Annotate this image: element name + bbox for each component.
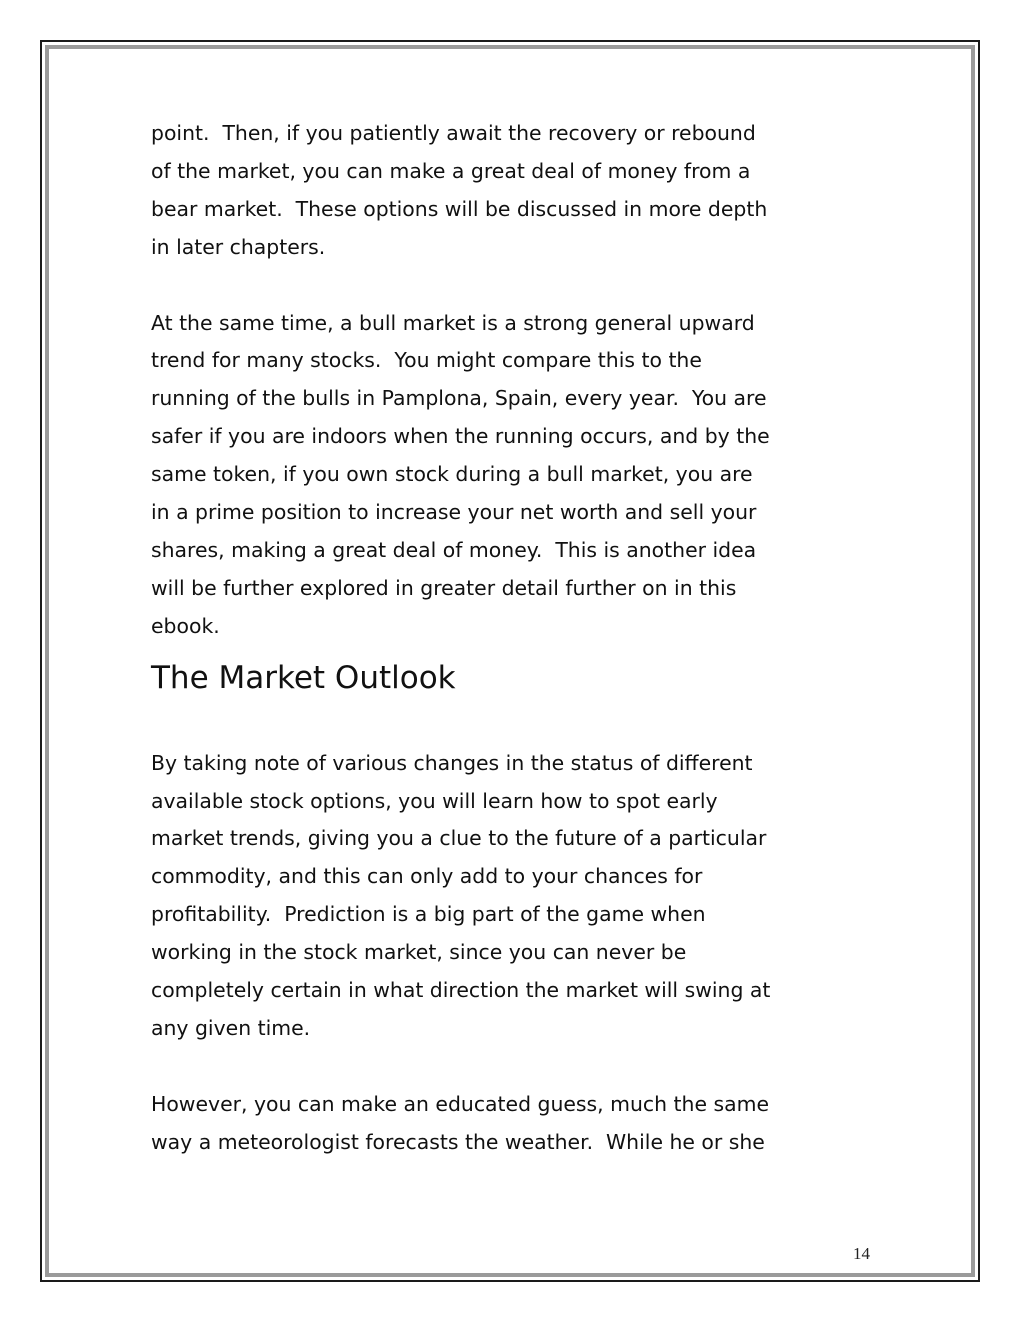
text-line: will be further explored in greater detail further on in this — [151, 575, 737, 600]
page-content — [151, 115, 886, 1162]
paragraph-bear-market — [151, 115, 886, 267]
text-line: ebook. — [151, 613, 220, 638]
paragraph-market-outlook — [151, 745, 886, 1048]
paragraph-educated-guess — [151, 1086, 886, 1162]
text-line: running of the bulls in Pamplona, Spain, every year. You are — [151, 386, 767, 411]
text-line: commodity, and this can only add to your chances for — [151, 864, 703, 889]
paragraph-spacer — [151, 267, 886, 305]
text-line: profitability. Prediction is a big part of the game when — [151, 902, 706, 927]
text-line: shares, making a great deal of money. This is another idea — [151, 537, 757, 562]
section-heading: The Market Outlook — [151, 659, 456, 696]
text-line: in a prime position to increase your net worth and sell your — [151, 500, 757, 525]
text-line: point. Then, if you patiently await the recovery or rebound — [151, 121, 756, 145]
text-line: way a meteorologist forecasts the weather. While he or she — [151, 1129, 765, 1154]
text-line: completely certain in what direction the market will swing at — [151, 978, 771, 1003]
text-line: trend for many stocks. You might compare this to the — [151, 348, 702, 373]
text-line: working in the stock market, since you can never be — [151, 940, 687, 965]
text-line: At the same time, a bull market is a strong general upward — [151, 310, 755, 335]
text-line: market trends, giving you a clue to the future of a particular — [151, 826, 767, 851]
text-line: in later chapters. — [151, 234, 326, 259]
text-line: safer if you are indoors when the running occurs, and by the — [151, 424, 770, 449]
page-number: 14 — [853, 1244, 870, 1263]
paragraph-spacer — [151, 1048, 886, 1086]
text-line: However, you can make an educated guess, much the same — [151, 1091, 769, 1116]
text-line: By taking note of various changes in the status of different — [151, 750, 753, 775]
paragraph-bull-market — [151, 305, 886, 646]
text-line: bear market. These options will be discussed in more depth — [151, 196, 768, 221]
text-line: same token, if you own stock during a bull market, you are — [151, 462, 753, 487]
text-line: available stock options, you will learn how to spot early — [151, 788, 718, 813]
text-line: of the market, you can make a great deal of money from a — [151, 158, 751, 183]
heading-spacer — [151, 700, 886, 745]
text-line: any given time. — [151, 1016, 311, 1041]
